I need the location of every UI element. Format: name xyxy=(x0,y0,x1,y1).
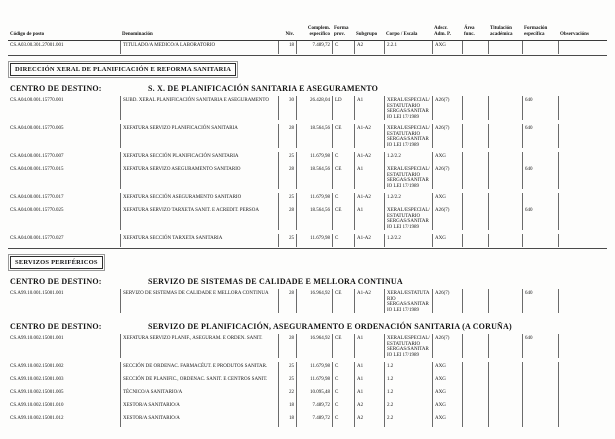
cell-denom: SECCIÓN DE PLANIFIC., ORDENAC. SANIT. E CENTROS SANIT. xyxy=(120,375,278,388)
cell-comp: 11.679,98 xyxy=(296,234,332,247)
centro-de-destino-label: CENTRO DE DESTINO: xyxy=(10,277,102,286)
table-row xyxy=(8,41,607,54)
cell-code: CS.A99.10.002.15001.003 xyxy=(10,377,64,382)
section-box-label: DIRECCIÓN XERAL DE PLANIFICACIÓN E REFORMA SANITARIA xyxy=(10,63,236,76)
cell-adscr: AXG xyxy=(432,41,462,54)
cell-subgrupo: A1 xyxy=(354,334,384,358)
cell-denom: SECCIÓN DE ORDENAC. FARMACÉUT. E PRODUTOS SANITAR. xyxy=(120,362,278,375)
cell-comp: 16.964,92 xyxy=(296,334,332,358)
col-header-corpo-escala: Corpo / Escala xyxy=(386,32,418,37)
cell-adscr: A26(7) xyxy=(432,96,462,120)
cell-niv: 28 xyxy=(278,206,296,230)
cell-titulacion xyxy=(488,124,522,148)
table-row xyxy=(8,96,607,124)
cell-obs xyxy=(558,401,607,414)
cell-adscr: AXG xyxy=(432,362,462,375)
cell-area xyxy=(462,234,488,247)
cell-denom: XEFATURA SERVIZO PLANIF., ASEGURAM. E ORDEN. SANIT. xyxy=(120,334,278,358)
cell-titulacion xyxy=(488,334,522,358)
section-divider-rule xyxy=(8,248,607,249)
col-header-observacions: Observacións xyxy=(560,32,589,37)
cell-formacion xyxy=(522,234,558,247)
cell-area xyxy=(462,165,488,189)
cell-subgrupo: A1 xyxy=(354,96,384,120)
cell-niv: 28 xyxy=(278,334,296,358)
cell-comp: 18.564,56 xyxy=(296,124,332,148)
cell-corpo: 1.2 xyxy=(384,388,432,401)
centro-de-destino-name: SERVIZO DE SISTEMAS DE CALIDADE E MELLORA CONTINUA xyxy=(148,277,403,286)
cell-formacion: 640 xyxy=(522,289,558,313)
cell-adscr: A26(7) xyxy=(432,289,462,313)
cell-area xyxy=(462,289,488,313)
cell-subgrupo: A1 xyxy=(354,362,384,375)
cell-code: CS.A99.10.002.15001.010 xyxy=(10,403,64,408)
table-row xyxy=(8,193,607,206)
cell-formacion: 640 xyxy=(522,165,558,189)
cell-forma: C xyxy=(332,414,354,427)
cell-forma: C xyxy=(332,375,354,388)
cell-corpo: XERAL/ESPECIAL/ESTATUTARIO SERGAS/SANITARIO LEI 17/1989 xyxy=(384,206,432,230)
cell-adscr: AXG xyxy=(432,152,462,165)
cell-niv: 25 xyxy=(278,152,296,165)
cell-forma: C xyxy=(332,41,354,54)
col-header-forma-prov: Forma prov. xyxy=(334,26,349,37)
centro-de-destino-name: S. X. DE PLANIFICACIÓN SANITARIA E ASEGURAMENTO xyxy=(148,84,379,93)
cell-adscr: AXG xyxy=(432,388,462,401)
cell-corpo: 1.2 xyxy=(384,375,432,388)
cell-titulacion xyxy=(488,375,522,388)
cell-comp: 11.679,98 xyxy=(296,375,332,388)
cell-obs xyxy=(558,41,607,54)
cell-obs xyxy=(558,206,607,230)
cell-subgrupo: A2 xyxy=(354,401,384,414)
cell-adscr: A26(7) xyxy=(432,206,462,230)
table-row xyxy=(8,124,607,152)
cell-code: CS.A04.00.001.15770.007 xyxy=(10,154,64,159)
col-header-denominacion: Denominación xyxy=(122,32,153,37)
cell-forma: C xyxy=(332,234,354,247)
cell-adscr: AXG xyxy=(432,234,462,247)
table-row xyxy=(8,401,607,414)
cell-subgrupo: A1-A2 xyxy=(354,289,384,313)
table-row xyxy=(8,362,607,375)
cell-code: CS.A99.10.002.15001.001 xyxy=(10,336,64,341)
cell-corpo: XERAL/ESPECIAL/ESTATUTARIO SERGAS/SANITARIO LEI 17/1989 xyxy=(384,96,432,120)
cell-area xyxy=(462,152,488,165)
cell-denom: SERVIZO DE SISTEMAS DE CALIDADE E MELLORA CONTINUA xyxy=(120,289,278,313)
cell-comp: 18.564,56 xyxy=(296,206,332,230)
cell-obs xyxy=(558,193,607,206)
cell-niv: 28 xyxy=(278,289,296,313)
cell-niv: 28 xyxy=(278,124,296,148)
cell-area xyxy=(462,96,488,120)
cell-code: CS.A04.00.001.15770.017 xyxy=(10,195,64,200)
section-box-label: SERVIZOS PERIFÉRICOS xyxy=(10,256,103,269)
cell-area xyxy=(462,206,488,230)
cell-corpo: 2.2 xyxy=(384,401,432,414)
cell-formacion: 640 xyxy=(522,334,558,358)
table-column-header xyxy=(8,26,607,41)
cell-subgrupo: A2 xyxy=(354,414,384,427)
table-row xyxy=(8,388,607,401)
cell-obs xyxy=(558,152,607,165)
cell-corpo: XERAL/ESPECIAL/ESTATUTARIO SERGAS/SANITARIO LEI 17/1989 xyxy=(384,124,432,148)
cell-comp: 10.095,48 xyxy=(296,388,332,401)
cell-forma: CE xyxy=(332,289,354,313)
cell-subgrupo: A1 xyxy=(354,388,384,401)
cell-area xyxy=(462,388,488,401)
cell-subgrupo: A1-A2 xyxy=(354,124,384,148)
centro-de-destino-row xyxy=(10,277,607,286)
cell-forma: LD xyxy=(332,96,354,120)
cell-niv: 22 xyxy=(278,388,296,401)
cell-adscr: AXG xyxy=(432,401,462,414)
cell-formacion: 640 xyxy=(522,96,558,120)
cell-niv: 28 xyxy=(278,165,296,189)
cell-comp: 18.564,56 xyxy=(296,165,332,189)
cell-titulacion xyxy=(488,401,522,414)
cell-denom: XEFATURA SECCIÓN ASEGURAMENTO SANITARIO xyxy=(120,193,278,206)
cell-adscr: A26(7) xyxy=(432,124,462,148)
cell-obs xyxy=(558,334,607,358)
table-row xyxy=(8,165,607,193)
cell-titulacion xyxy=(488,388,522,401)
cell-obs xyxy=(558,414,607,427)
col-header-complemento: Complem. específico xyxy=(307,26,330,37)
cell-denom: XESTOR/A SANITARIO/A xyxy=(120,401,278,414)
cell-formacion xyxy=(522,152,558,165)
cell-titulacion xyxy=(488,234,522,247)
cell-comp: 11.679,98 xyxy=(296,362,332,375)
cell-code: CS.A04.00.001.15770.001 xyxy=(10,98,64,103)
table-row xyxy=(8,289,607,317)
cell-subgrupo: A1 xyxy=(354,375,384,388)
cell-niv: 25 xyxy=(278,362,296,375)
cell-corpo: 2.2 xyxy=(384,414,432,427)
cell-obs xyxy=(558,124,607,148)
cell-denom: XEFATURA SECCIÓN PLANIFICACIÓN SANITARIA xyxy=(120,152,278,165)
cell-titulacion xyxy=(488,96,522,120)
table-row xyxy=(8,234,607,247)
cell-denom: TÉCNICO/A SANITARIO/A xyxy=(120,388,278,401)
cell-denom: XEFATURA SERVIZO PLANIFICACIÓN SANITARIA xyxy=(120,124,278,148)
cell-titulacion xyxy=(488,41,522,54)
cell-titulacion xyxy=(488,165,522,189)
col-header-adscr: Adscr. Adm. P. xyxy=(434,26,451,37)
centro-de-destino-name: SERVIZO DE PLANIFICACIÓN, ASEGURAMENTO E ORDENACIÓN SANITARIA (A CORUÑA) xyxy=(148,322,512,331)
col-header-code: Código de posto xyxy=(10,32,45,37)
cell-titulacion xyxy=(488,152,522,165)
cell-obs xyxy=(558,165,607,189)
cell-niv: 18 xyxy=(278,41,296,54)
cell-niv: 25 xyxy=(278,193,296,206)
cell-code: CS.A99.10.001.15001.001 xyxy=(10,291,64,296)
cell-adscr: AXG xyxy=(432,414,462,427)
cell-comp: 16.964,92 xyxy=(296,289,332,313)
cell-code: CS.A04.00.001.15770.025 xyxy=(10,208,64,213)
col-header-subgrupo: Subgrupo xyxy=(356,32,378,37)
cell-code: CS.A04.00.001.15770.015 xyxy=(10,167,64,172)
table-body xyxy=(8,41,607,427)
cell-subgrupo: A1 xyxy=(354,165,384,189)
cell-denom: SUBD. XERAL PLANIFICACIÓN SANITARIA E ASEGURAMENTO xyxy=(120,96,278,120)
cell-forma: C xyxy=(332,401,354,414)
cell-corpo: XERAL/ESTATUTARIO SERGAS/SANITARIO LEI 17/1989 xyxy=(384,289,432,313)
table-row xyxy=(8,414,607,427)
cell-corpo: XERAL/ESPECIAL/ESTATUTARIO SERGAS/SANITARIO LEI 17/1989 xyxy=(384,334,432,358)
cell-corpo: 1.2 xyxy=(384,362,432,375)
cell-obs xyxy=(558,289,607,313)
centro-de-destino-row xyxy=(10,84,607,93)
table-row xyxy=(8,152,607,165)
centro-de-destino-label: CENTRO DE DESTINO: xyxy=(10,322,102,331)
cell-titulacion xyxy=(488,362,522,375)
cell-forma: C xyxy=(332,193,354,206)
cell-area xyxy=(462,375,488,388)
cell-niv: 25 xyxy=(278,234,296,247)
cell-comp: 11.679,98 xyxy=(296,152,332,165)
cell-denom: XEFATURA SERVIZO TARXETA SANIT. E ACREDIT. PERSOA xyxy=(120,206,278,230)
cell-formacion xyxy=(522,375,558,388)
cell-denom: TITULADO/A MEDICO/A LABORATORIO xyxy=(120,41,278,54)
cell-adscr: AXG xyxy=(432,193,462,206)
cell-corpo: 1.2/2.2 xyxy=(384,234,432,247)
cell-titulacion xyxy=(488,289,522,313)
col-header-area: Área func. xyxy=(464,26,475,37)
cell-corpo: 1.2/2.2 xyxy=(384,152,432,165)
cell-forma: CE xyxy=(332,206,354,230)
cell-obs xyxy=(558,362,607,375)
cell-forma: CE xyxy=(332,334,354,358)
cell-subgrupo: A1 xyxy=(354,206,384,230)
cell-obs xyxy=(558,96,607,120)
cell-area xyxy=(462,414,488,427)
cell-denom: XEFATURA SECCIÓN TARXETA SANITARIA xyxy=(120,234,278,247)
cell-niv: 25 xyxy=(278,375,296,388)
cell-comp: 7.489,72 xyxy=(296,401,332,414)
cell-subgrupo: A1-A2 xyxy=(354,193,384,206)
cell-subgrupo: A1-A2 xyxy=(354,152,384,165)
cell-forma: CE xyxy=(332,124,354,148)
cell-niv: 18 xyxy=(278,401,296,414)
cell-area xyxy=(462,334,488,358)
cell-area xyxy=(462,401,488,414)
cell-adscr: A26(7) xyxy=(432,334,462,358)
cell-titulacion xyxy=(488,414,522,427)
centro-de-destino-row xyxy=(10,322,607,331)
cell-adscr: A26(7) xyxy=(432,165,462,189)
cell-adscr: AXG xyxy=(432,375,462,388)
cell-titulacion xyxy=(488,206,522,230)
cell-formacion xyxy=(522,362,558,375)
table-row xyxy=(8,206,607,234)
cell-corpo: 2.2.1 xyxy=(384,41,432,54)
cell-area xyxy=(462,41,488,54)
cell-comp: 11.679,98 xyxy=(296,193,332,206)
cell-code: CS.A99.10.002.15001.002 xyxy=(10,364,64,369)
cell-code: CS.A04.00.001.15770.027 xyxy=(10,236,64,241)
cell-forma: C xyxy=(332,152,354,165)
cell-area xyxy=(462,193,488,206)
cell-niv: 30 xyxy=(278,96,296,120)
cell-obs xyxy=(558,375,607,388)
centro-de-destino-label: CENTRO DE DESTINO: xyxy=(10,84,102,93)
cell-subgrupo: A2 xyxy=(354,41,384,54)
cell-forma: C xyxy=(332,388,354,401)
cell-code: CS.A99.10.002.15001.012 xyxy=(10,416,64,421)
cell-formacion: 640 xyxy=(522,124,558,148)
cell-titulacion xyxy=(488,193,522,206)
cell-forma: C xyxy=(332,362,354,375)
cell-formacion xyxy=(522,414,558,427)
cell-corpo: XERAL/ESPECIAL/ESTATUTARIO SERGAS/SANITARIO LEI 17/1989 xyxy=(384,165,432,189)
cell-formacion xyxy=(522,401,558,414)
table-row xyxy=(8,334,607,362)
cell-comp: 26.428,04 xyxy=(296,96,332,120)
cell-obs xyxy=(558,234,607,247)
cell-area xyxy=(462,124,488,148)
cell-comp: 7.489,72 xyxy=(296,414,332,427)
cell-formacion: 640 xyxy=(522,206,558,230)
col-header-titulacion: Titulación académica xyxy=(490,26,513,37)
cell-code: CS.A04.00.001.15770.005 xyxy=(10,126,64,131)
cell-denom: XEFATURA SERVIZO ASEGURAMENTO SANITARIO xyxy=(120,165,278,189)
cell-denom: XESTOR/A SANITARIO/A xyxy=(120,414,278,427)
cell-formacion xyxy=(522,193,558,206)
col-header-nivel: Niv. xyxy=(285,32,294,37)
cell-code: CS.A99.10.002.15001.005 xyxy=(10,390,64,395)
cell-niv: 18 xyxy=(278,414,296,427)
cell-area xyxy=(462,362,488,375)
table-row xyxy=(8,375,607,388)
section-divider-rule xyxy=(8,55,607,56)
cell-formacion xyxy=(522,388,558,401)
cell-code: CS.A03.00.301.27001.001 xyxy=(10,43,64,48)
col-header-formacion: Formación específica xyxy=(524,26,548,37)
cell-formacion xyxy=(522,41,558,54)
cell-forma: CE xyxy=(332,165,354,189)
cell-corpo: 1.2/2.2 xyxy=(384,193,432,206)
cell-comp: 7.489,72 xyxy=(296,41,332,54)
cell-subgrupo: A1-A2 xyxy=(354,234,384,247)
cell-obs xyxy=(558,388,607,401)
